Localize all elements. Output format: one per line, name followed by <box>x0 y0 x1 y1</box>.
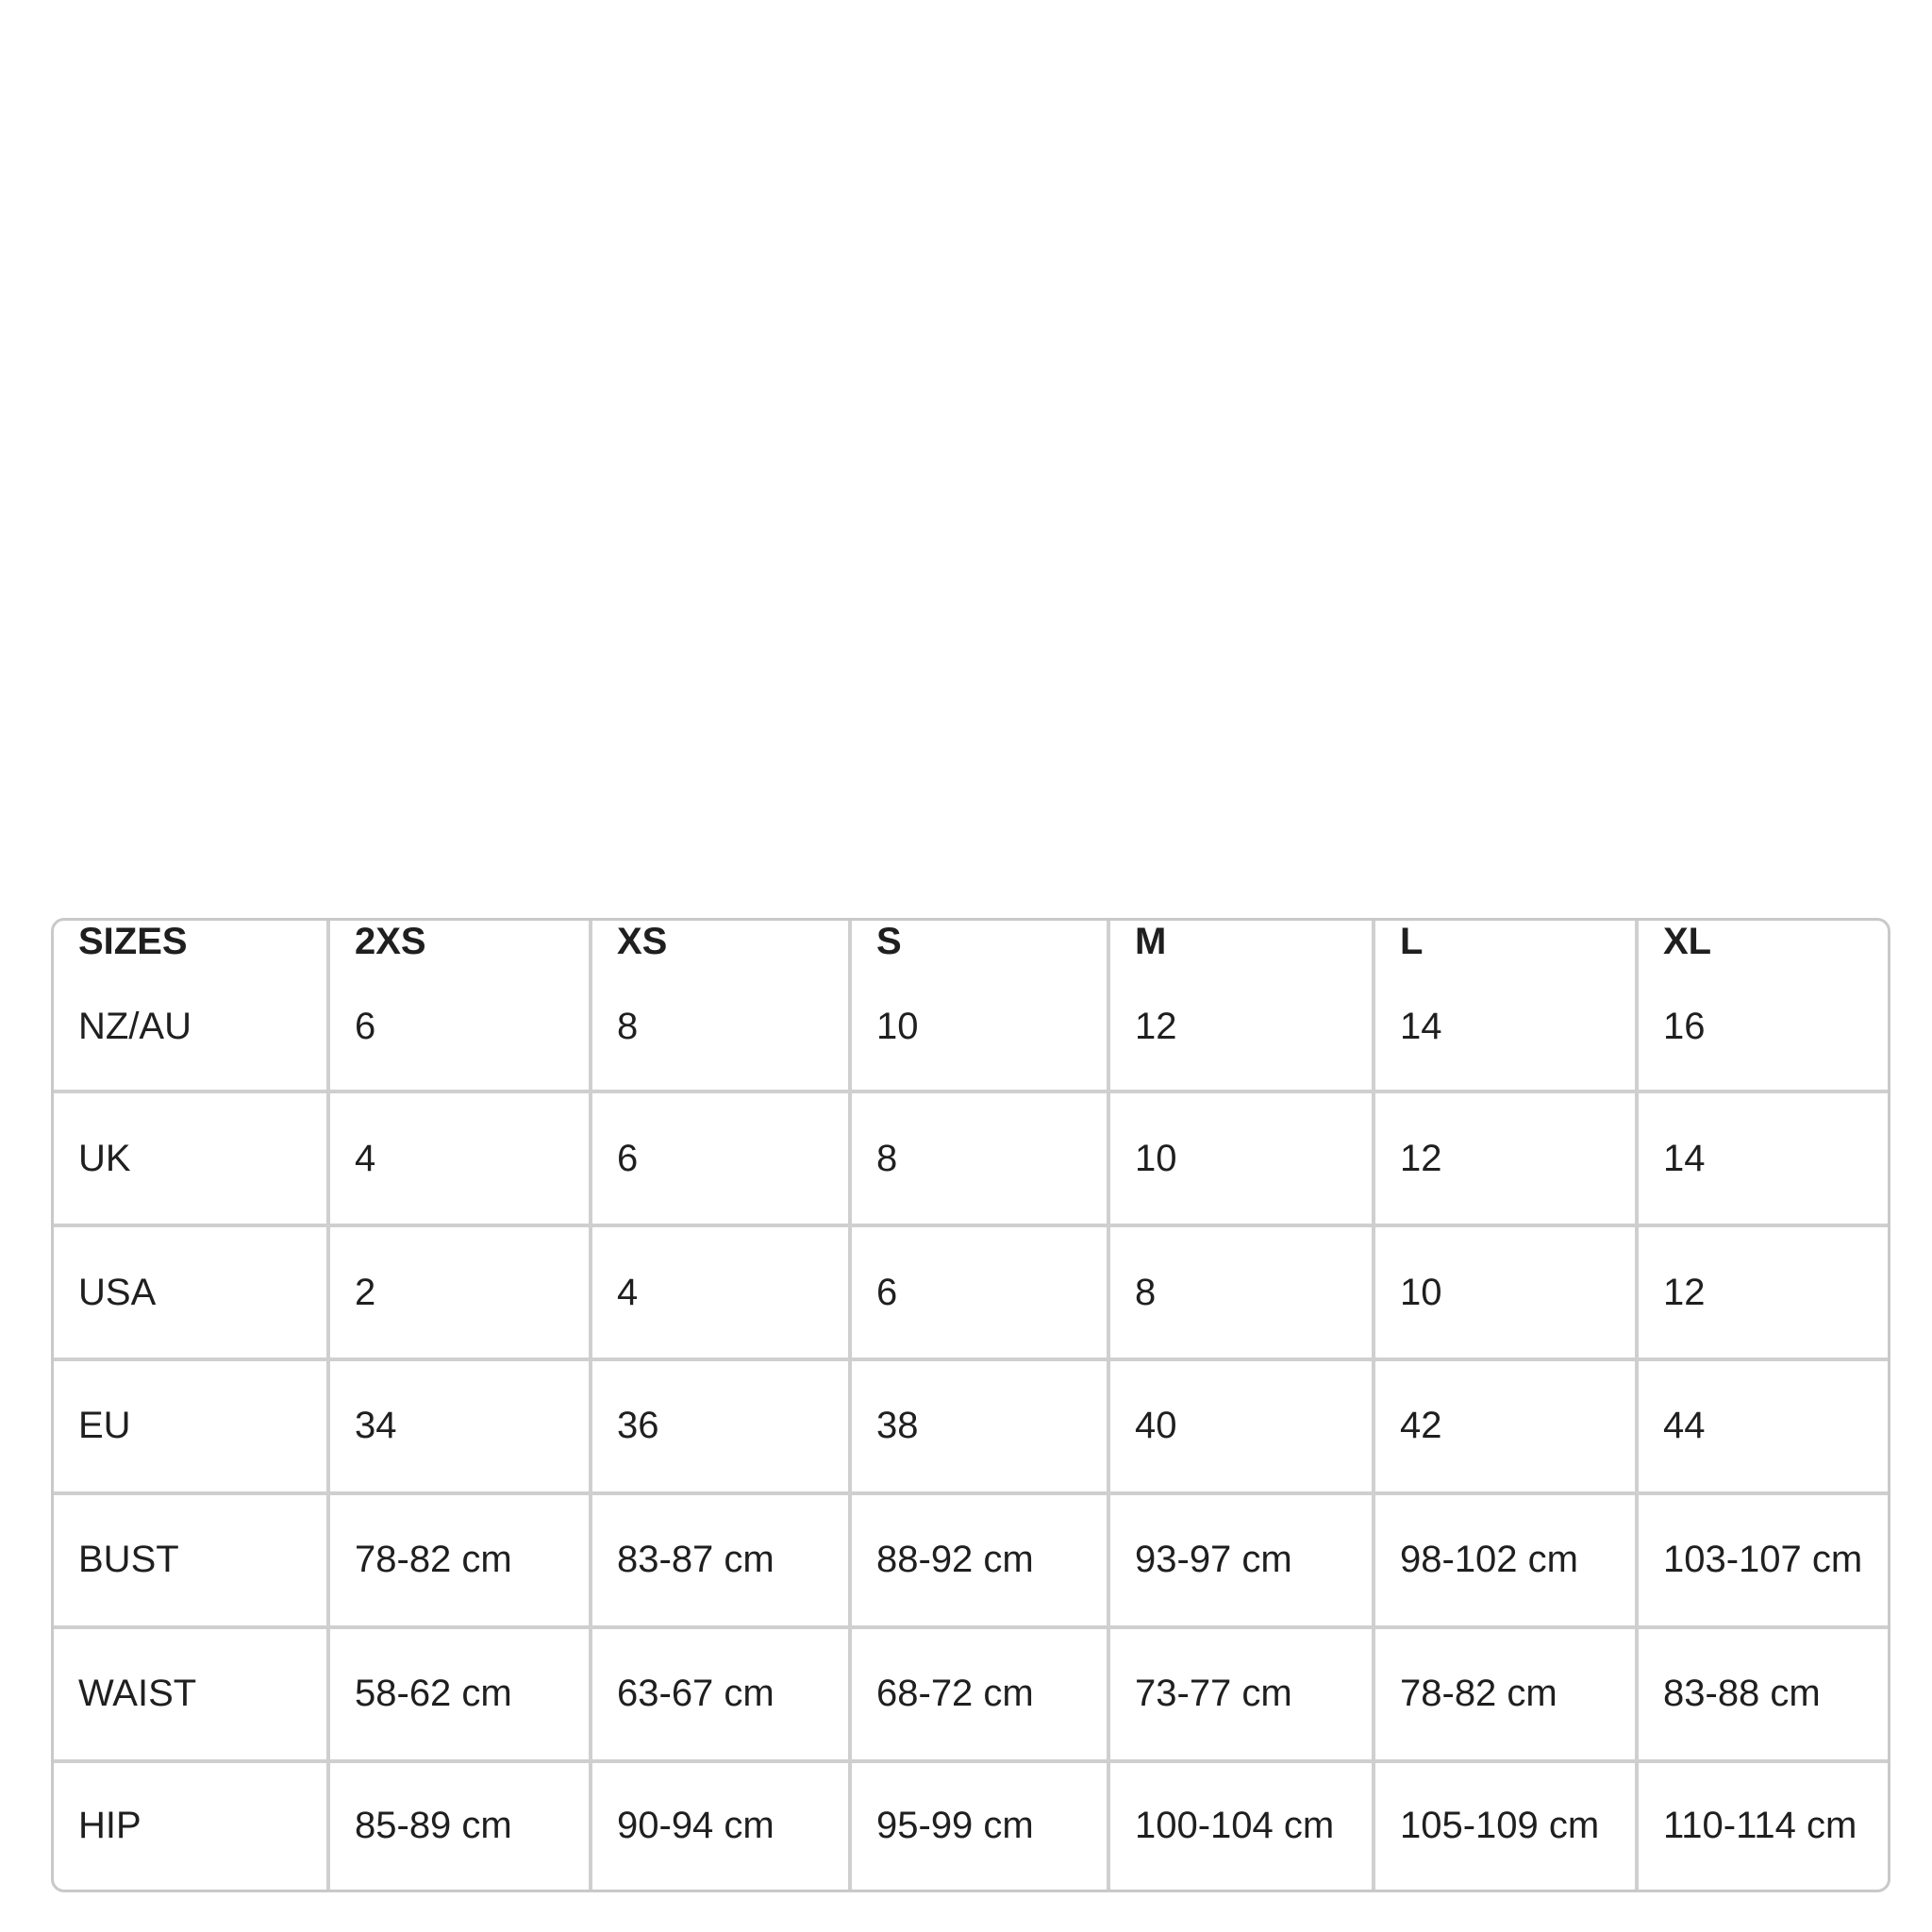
table-cell: 6 <box>328 963 591 1091</box>
table-cell: 10 <box>1108 1091 1374 1225</box>
table-cell: 36 <box>591 1359 850 1493</box>
table-row <box>54 963 1890 1091</box>
table-cell: 42 <box>1374 1359 1637 1493</box>
table-row <box>54 1493 1890 1627</box>
table-cell: 40 <box>1108 1359 1374 1493</box>
table-cell: 73-77 cm <box>1108 1627 1374 1761</box>
table-cell: 78-82 cm <box>328 1493 591 1627</box>
row-label: UK <box>54 1091 328 1225</box>
table-cell: 38 <box>850 1359 1108 1493</box>
row-label: EU <box>54 1359 328 1493</box>
row-label: HIP <box>54 1761 328 1890</box>
table-row <box>54 1091 1890 1225</box>
table-row <box>54 1359 1890 1493</box>
row-label: NZ/AU <box>54 963 328 1091</box>
header-cell-l: L <box>1374 921 1637 963</box>
table-cell: 110-114 cm <box>1637 1761 1890 1890</box>
table-cell: 93-97 cm <box>1108 1493 1374 1627</box>
row-label: WAIST <box>54 1627 328 1761</box>
header-cell-2xs: 2XS <box>328 921 591 963</box>
row-label: USA <box>54 1225 328 1359</box>
table-cell: 88-92 cm <box>850 1493 1108 1627</box>
table-cell: 4 <box>328 1091 591 1225</box>
table-cell: 44 <box>1637 1359 1890 1493</box>
table-cell: 16 <box>1637 963 1890 1091</box>
table-row <box>54 1761 1890 1890</box>
header-cell-s: S <box>850 921 1108 963</box>
table-cell: 10 <box>1374 1225 1637 1359</box>
row-label: BUST <box>54 1493 328 1627</box>
table-cell: 6 <box>591 1091 850 1225</box>
table-cell: 8 <box>850 1091 1108 1225</box>
header-cell-xl: XL <box>1637 921 1890 963</box>
table-cell: 12 <box>1637 1225 1890 1359</box>
table-cell: 8 <box>1108 1225 1374 1359</box>
table-cell: 14 <box>1637 1091 1890 1225</box>
header-row <box>54 921 1890 963</box>
table-cell: 34 <box>328 1359 591 1493</box>
table-cell: 95-99 cm <box>850 1761 1108 1890</box>
table-row <box>54 1627 1890 1761</box>
table-cell: 83-87 cm <box>591 1493 850 1627</box>
table-cell: 14 <box>1374 963 1637 1091</box>
table-cell: 90-94 cm <box>591 1761 850 1890</box>
table-cell: 12 <box>1374 1091 1637 1225</box>
header-cell-m: M <box>1108 921 1374 963</box>
table-cell: 103-107 cm <box>1637 1493 1890 1627</box>
table-cell: 2 <box>328 1225 591 1359</box>
table-cell: 105-109 cm <box>1374 1761 1637 1890</box>
table-cell: 100-104 cm <box>1108 1761 1374 1890</box>
table-cell: 58-62 cm <box>328 1627 591 1761</box>
table-cell: 85-89 cm <box>328 1761 591 1890</box>
table-cell: 68-72 cm <box>850 1627 1108 1761</box>
table-row <box>54 1225 1890 1359</box>
table-cell: 83-88 cm <box>1637 1627 1890 1761</box>
header-cell-sizes: SIZES <box>54 921 328 963</box>
size-chart-table <box>54 921 1890 1890</box>
table-cell: 4 <box>591 1225 850 1359</box>
table-cell: 8 <box>591 963 850 1091</box>
table-cell: 10 <box>850 963 1108 1091</box>
table-cell: 6 <box>850 1225 1108 1359</box>
size-chart <box>51 918 1890 1892</box>
table-cell: 63-67 cm <box>591 1627 850 1761</box>
table-cell: 12 <box>1108 963 1374 1091</box>
header-cell-xs: XS <box>591 921 850 963</box>
table-cell: 78-82 cm <box>1374 1627 1637 1761</box>
table-cell: 98-102 cm <box>1374 1493 1637 1627</box>
